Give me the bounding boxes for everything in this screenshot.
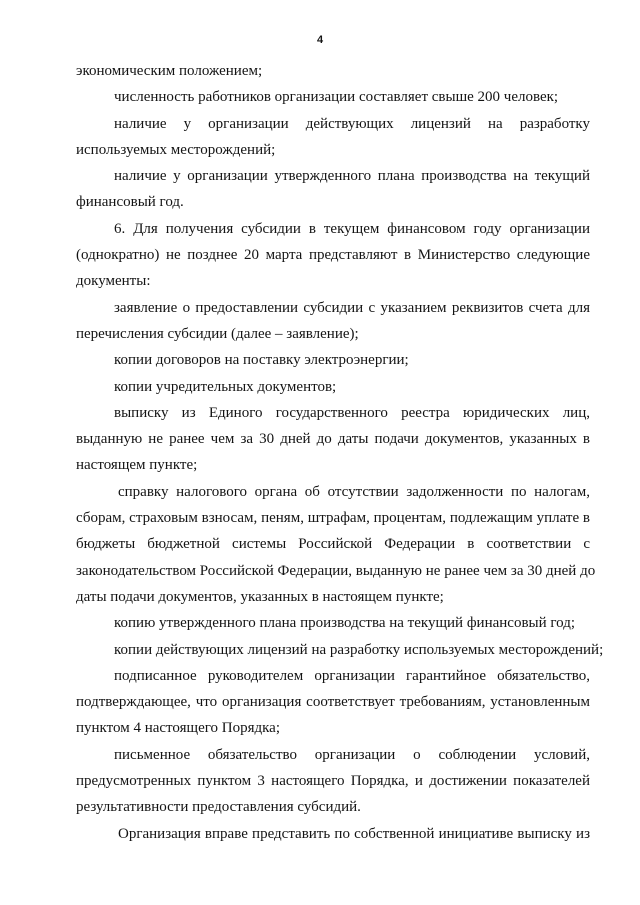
text-line: выписку из Единого государственного реестра юридических лиц,	[114, 404, 590, 421]
text-line: заявление о предоставлении субсидии с указанием реквизитов счета для	[114, 299, 590, 316]
text-line: используемых месторождений;	[76, 141, 276, 158]
text-line: выданную не ранее чем за 30 дней до даты подачи документов, указанных в	[76, 431, 590, 448]
text-line: (однократно) не позднее 20 марта представляют в Министерство следующие	[76, 247, 590, 264]
text-line: справку налогового органа об отсутствии задолженности по налогам,	[118, 483, 590, 500]
text-line: экономическим положением;	[76, 63, 263, 79]
text-line: законодательством Российской Федерации, выданную не ранее чем за 30 дней до	[76, 562, 596, 579]
text-line: 6. Для получения субсидии в текущем финансовом году организации	[114, 220, 590, 237]
text-line: копию утвержденного плана производства на текущий финансовый год;	[114, 615, 576, 632]
text-line: пунктом 4 настоящего Порядка;	[76, 720, 281, 737]
text-line: копии учредительных документов;	[114, 378, 337, 395]
text-line: наличие у организации утвержденного плана производства на текущий	[114, 168, 590, 185]
text-line: документы:	[76, 273, 151, 290]
text-line: наличие у организации действующих лицензий на разработку	[114, 115, 590, 132]
text-line: Организация вправе представить по собственной инициативе выписку из	[118, 825, 590, 842]
text-line: предусмотренных пунктом 3 настоящего Порядка, и достижении показателей	[76, 773, 590, 790]
text-line: даты подачи документов, указанных в настоящем пункте;	[76, 588, 444, 605]
text-line: настоящем пункте;	[76, 457, 198, 474]
text-line: результативности предоставления субсидий.	[76, 799, 361, 816]
text-line: копии договоров на поставку электроэнергии;	[114, 352, 409, 369]
text-line: сборам, страховым взносам, пеням, штрафам, процентам, подлежащим уплате в	[76, 510, 590, 527]
text-line: подтверждающее, что организация соответствует требованиям, установленным	[76, 694, 590, 711]
text-line: перечисления субсидии (далее – заявление);	[76, 325, 359, 342]
text-line: письменное обязательство организации о соблюдении условий,	[114, 746, 590, 763]
text-line: численность работников организации составляет свыше 200 человек;	[114, 89, 559, 106]
text-line: бюджеты бюджетной системы Российской Федерации в соответствии с	[76, 536, 590, 553]
text-line: копии действующих лицензий на разработку используемых месторождений;	[114, 641, 604, 658]
text-line: подписанное руководителем организации гарантийное обязательство,	[114, 667, 590, 684]
page-number: 4	[316, 34, 324, 46]
text-line: финансовый год.	[76, 194, 184, 211]
document-body	[76, 58, 604, 847]
